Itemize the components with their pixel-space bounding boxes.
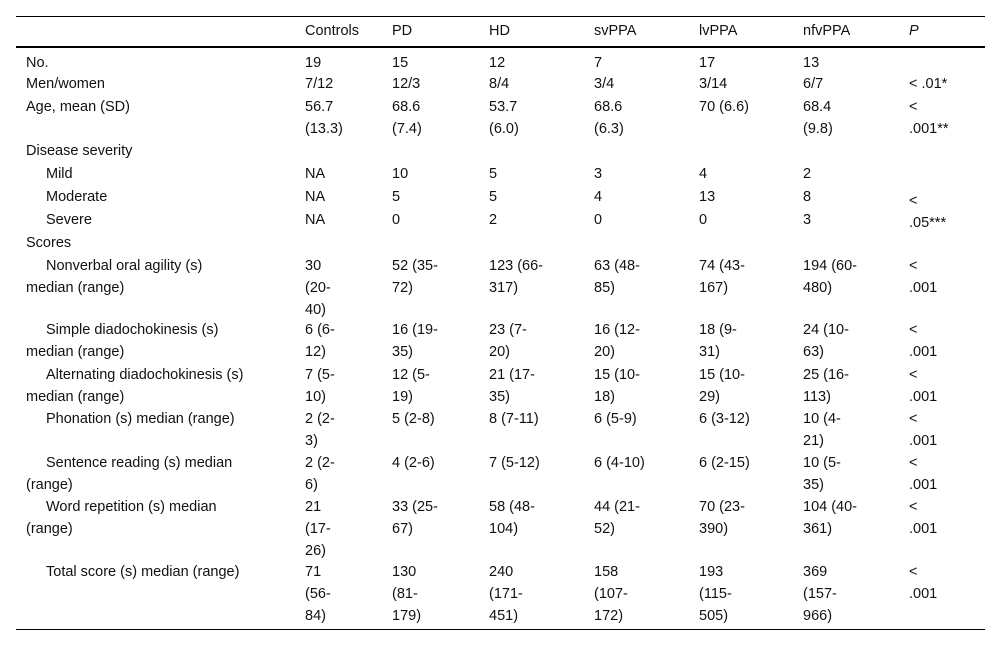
- cell-moderate-pd: 5: [392, 189, 401, 205]
- column-header-controls: Controls: [305, 23, 359, 39]
- cell-age-lvppa: 70 (6.6): [699, 99, 749, 115]
- table-header-rule: [16, 46, 985, 48]
- cell-mild-controls: NA: [305, 166, 326, 182]
- cell-phonation-controls: 2 (2- 3): [305, 411, 335, 449]
- cell-total-pd: 130 (81- 179): [392, 564, 422, 624]
- cell-simple-dd-pd: 16 (19- 35): [392, 322, 438, 360]
- cell-no-hd: 12: [489, 55, 506, 71]
- cell-phonation-p: < .001: [909, 411, 938, 449]
- cell-no-controls: 19: [305, 55, 322, 71]
- cell-men-women-nfvppa: 6/7: [803, 76, 824, 92]
- row-label-severe: Severe: [46, 212, 92, 228]
- cell-phonation-svppa: 6 (5-9): [594, 411, 637, 427]
- cell-no-svppa: 7: [594, 55, 603, 71]
- cell-age-svppa: 68.6 (6.3): [594, 99, 624, 137]
- cell-alt-dd-controls: 7 (5- 10): [305, 367, 335, 405]
- cell-mild-lvppa: 4: [699, 166, 708, 182]
- cell-alt-dd-lvppa: 15 (10- 29): [699, 367, 745, 405]
- cell-moderate-controls: NA: [305, 189, 326, 205]
- cell-simple-dd-nfvppa: 24 (10- 63): [803, 322, 849, 360]
- cell-mild-nfvppa: 2: [803, 166, 812, 182]
- cell-word-rep-hd: 58 (48- 104): [489, 499, 535, 537]
- cell-sentence-nfvppa: 10 (5- 35): [803, 455, 841, 493]
- table-top-rule: [16, 16, 985, 17]
- cell-nonverbal-pd: 52 (35- 72): [392, 258, 438, 296]
- cell-word-rep-lvppa: 70 (23- 390): [699, 499, 745, 537]
- cell-severe-pd: 0: [392, 212, 401, 228]
- column-header-p: P: [909, 23, 919, 39]
- cell-age-controls: 56.7 (13.3): [305, 99, 343, 137]
- cell-severe-hd: 2: [489, 212, 498, 228]
- cell-nonverbal-controls: 30 (20- 40): [305, 258, 331, 318]
- row-label-word-rep: Word repetition (s) median (range): [26, 499, 217, 537]
- cell-mild-hd: 5: [489, 166, 498, 182]
- cell-phonation-nfvppa: 10 (4- 21): [803, 411, 841, 449]
- cell-sentence-controls: 2 (2- 6): [305, 455, 335, 493]
- cell-total-p: < .001: [909, 564, 938, 602]
- table-bottom-rule: [16, 629, 985, 630]
- cell-total-nfvppa: 369 (157- 966): [803, 564, 837, 624]
- cell-sentence-pd: 4 (2-6): [392, 455, 435, 471]
- cell-simple-dd-svppa: 16 (12- 20): [594, 322, 640, 360]
- cell-word-rep-controls: 21 (17- 26): [305, 499, 331, 559]
- cell-age-hd: 53.7 (6.0): [489, 99, 519, 137]
- cell-simple-dd-lvppa: 18 (9- 31): [699, 322, 737, 360]
- row-label-mild: Mild: [46, 166, 73, 182]
- cell-phonation-hd: 8 (7-11): [489, 411, 539, 427]
- cell-age-p: < .001**: [909, 99, 949, 137]
- cell-word-rep-nfvppa: 104 (40- 361): [803, 499, 858, 537]
- cell-total-hd: 240 (171- 451): [489, 564, 523, 624]
- column-header-nfvppa: nfvPPA: [803, 23, 851, 39]
- cell-nonverbal-svppa: 63 (48- 85): [594, 258, 640, 296]
- cell-nonverbal-hd: 123 (66- 317): [489, 258, 544, 296]
- row-label-phonation: Phonation (s) median (range): [46, 411, 235, 427]
- cell-moderate-nfvppa: 8: [803, 189, 812, 205]
- cell-word-rep-pd: 33 (25- 67): [392, 499, 438, 537]
- row-label-moderate: Moderate: [46, 189, 108, 205]
- cell-total-svppa: 158 (107- 172): [594, 564, 628, 624]
- cell-total-controls: 71 (56- 84): [305, 564, 331, 624]
- cell-total-lvppa: 193 (115- 505): [699, 564, 732, 624]
- cell-age-pd: 68.6 (7.4): [392, 99, 422, 137]
- cell-no-nfvppa: 13: [803, 55, 820, 71]
- cell-nonverbal-p: < .001: [909, 258, 938, 296]
- row-label-total: Total score (s) median (range): [46, 564, 240, 580]
- row-label-alt-dd: Alternating diadochokinesis (s) median (range): [26, 367, 244, 405]
- cell-no-pd: 15: [392, 55, 409, 71]
- cell-men-women-svppa: 3/4: [594, 76, 615, 92]
- cell-sentence-p: < .001: [909, 455, 938, 493]
- cell-severe-lvppa: 0: [699, 212, 708, 228]
- cell-men-women-p: < .01*: [909, 76, 948, 92]
- cell-age-nfvppa: 68.4 (9.8): [803, 99, 833, 137]
- cell-mild-pd: 10: [392, 166, 409, 182]
- column-header-pd: PD: [392, 23, 413, 39]
- row-label-sentence: Sentence reading (s) median (range): [26, 455, 233, 493]
- cell-simple-dd-p: < .001: [909, 322, 938, 360]
- cell-sentence-lvppa: 6 (2-15): [699, 455, 750, 471]
- cell-men-women-hd: 8/4: [489, 76, 510, 92]
- column-header-lvppa: lvPPA: [699, 23, 738, 39]
- cell-alt-dd-svppa: 15 (10- 18): [594, 367, 640, 405]
- cell-severity-p: < .05***: [909, 193, 947, 231]
- cell-sentence-hd: 7 (5-12): [489, 455, 540, 471]
- cell-severe-nfvppa: 3: [803, 212, 812, 228]
- cell-moderate-lvppa: 13: [699, 189, 716, 205]
- row-label-age: Age, mean (SD): [26, 99, 130, 115]
- row-label-simple-dd: Simple diadochokinesis (s) median (range): [26, 322, 219, 360]
- row-label-disease-severity: Disease severity: [26, 143, 133, 159]
- cell-moderate-svppa: 4: [594, 189, 603, 205]
- cell-alt-dd-nfvppa: 25 (16- 113): [803, 367, 849, 405]
- cell-severe-controls: NA: [305, 212, 326, 228]
- cell-sentence-svppa: 6 (4-10): [594, 455, 645, 471]
- cell-nonverbal-lvppa: 74 (43- 167): [699, 258, 745, 296]
- row-label-nonverbal: Nonverbal oral agility (s) median (range): [26, 258, 203, 296]
- cell-mild-svppa: 3: [594, 166, 603, 182]
- cell-men-women-controls: 7/12: [305, 76, 334, 92]
- cell-no-lvppa: 17: [699, 55, 716, 71]
- cell-simple-dd-hd: 23 (7- 20): [489, 322, 527, 360]
- cell-phonation-pd: 5 (2-8): [392, 411, 435, 427]
- cell-nonverbal-nfvppa: 194 (60- 480): [803, 258, 858, 296]
- cell-simple-dd-controls: 6 (6- 12): [305, 322, 335, 360]
- cell-moderate-hd: 5: [489, 189, 498, 205]
- cell-alt-dd-p: < .001: [909, 367, 938, 405]
- cell-severe-svppa: 0: [594, 212, 603, 228]
- cell-phonation-lvppa: 6 (3-12): [699, 411, 750, 427]
- cell-word-rep-p: < .001: [909, 499, 938, 537]
- row-label-men-women: Men/women: [26, 76, 105, 92]
- cell-men-women-pd: 12/3: [392, 76, 421, 92]
- column-header-hd: HD: [489, 23, 510, 39]
- row-label-no: No.: [26, 55, 49, 71]
- cell-alt-dd-hd: 21 (17- 35): [489, 367, 535, 405]
- cell-alt-dd-pd: 12 (5- 19): [392, 367, 430, 405]
- cell-word-rep-svppa: 44 (21- 52): [594, 499, 640, 537]
- column-header-svppa: svPPA: [594, 23, 637, 39]
- row-label-scores: Scores: [26, 235, 72, 251]
- cell-men-women-lvppa: 3/14: [699, 76, 728, 92]
